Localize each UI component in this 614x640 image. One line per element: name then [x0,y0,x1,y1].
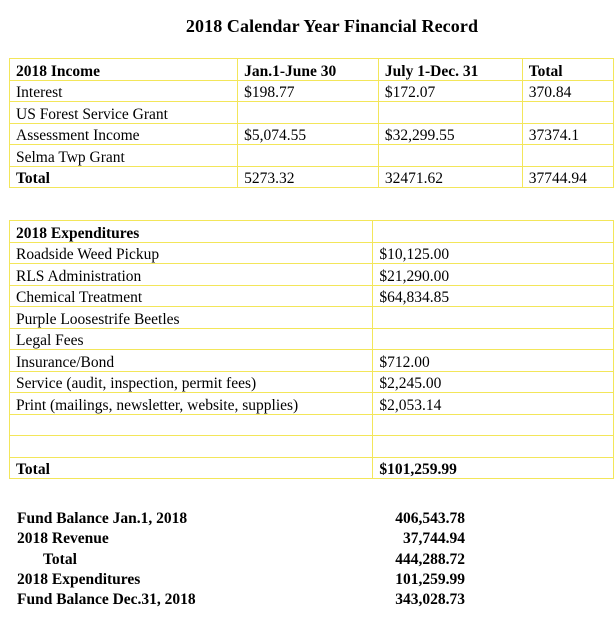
expense-label: Legal Fees [10,328,373,350]
table-row [10,80,614,102]
income-cell [522,102,613,124]
expense-label [10,436,373,458]
income-table [9,58,614,188]
summary-value: 343,028.73 [395,591,465,609]
income-cell [378,102,522,124]
summary-value: 101,259.99 [395,570,465,588]
income-cell: Interest [10,80,238,102]
income-cell: $5,074.55 [238,123,379,145]
income-header-total: Total [522,59,613,81]
income-cell: $32,299.55 [378,123,522,145]
summary-label: Total [43,550,77,568]
table-row [10,371,614,393]
expenditures-header-blank [373,221,614,243]
expense-amount: $2,245.00 [373,371,614,393]
income-cell [238,102,379,124]
expense-amount [373,328,614,350]
income-cell: $172.07 [378,80,522,102]
table-row [10,264,614,286]
income-cell: 37374.1 [522,123,613,145]
summary-value: 37,744.94 [403,530,465,548]
table-row [10,242,614,264]
expense-label: Service (audit, inspection, permit fees) [10,371,373,393]
expense-label: Chemical Treatment [10,285,373,307]
table-row [10,393,614,415]
expenditures-header: 2018 Expenditures [10,221,373,243]
expenditures-total-row [10,457,614,479]
expenditures-table [9,220,614,479]
expense-label: Purple Loosestrife Beetles [10,307,373,329]
expense-amount: $10,125.00 [373,242,614,264]
summary-label: Fund Balance Dec.31, 2018 [17,591,196,609]
expense-amount: $712.00 [373,350,614,372]
income-cell: 370.84 [522,80,613,102]
table-row [10,307,614,329]
expense-amount [373,414,614,436]
table-row [10,123,614,145]
income-total-row [10,166,614,188]
expense-amount: $2,053.14 [373,393,614,415]
expenditures-header-row [10,221,614,243]
table-row [10,285,614,307]
income-header-first-half: Jan.1-June 30 [238,59,379,81]
table-row [10,350,614,372]
table-row [10,436,614,458]
income-cell: Assessment Income [10,123,238,145]
income-total-label: Total [10,166,238,188]
summary-label: Fund Balance Jan.1, 2018 [17,510,188,527]
summary-value: 406,543.78 [395,510,465,527]
income-cell [522,145,613,167]
table-row [10,102,614,124]
expense-amount [373,307,614,329]
expense-amount [373,436,614,458]
table-row [10,414,614,436]
table-row [10,328,614,350]
income-cell: $198.77 [238,80,379,102]
income-total-cell: 5273.32 [238,166,379,188]
expense-label: Insurance/Bond [10,350,373,372]
summary-row [17,590,477,610]
income-cell [238,145,379,167]
page-title: 2018 Calendar Year Financial Record [185,16,479,36]
summary-row [17,509,477,529]
expense-amount: $64,834.85 [373,285,614,307]
income-total-cell: 32471.62 [378,166,522,188]
summary-label: 2018 Expenditures [17,570,141,588]
income-cell: US Forest Service Grant [10,102,238,124]
expense-label: Print (mailings, newsletter, website, supplies) [10,393,373,415]
expense-label: RLS Administration [10,264,373,286]
income-total-cell: 37744.94 [522,166,613,188]
expense-label [10,414,373,436]
expenditures-total-amount: $101,259.99 [373,457,614,479]
income-cell: Selma Twp Grant [10,145,238,167]
summary-row [17,529,477,549]
expense-amount: $21,290.00 [373,264,614,286]
fund-balance-summary [17,509,477,610]
summary-row [17,550,477,570]
income-header-category: 2018 Income [10,59,238,81]
summary-label: 2018 Revenue [17,530,109,548]
income-header-row [10,59,614,81]
table-row [10,145,614,167]
expenditures-total-label: Total [10,457,373,479]
income-header-second-half: July 1-Dec. 31 [378,59,522,81]
expense-label: Roadside Weed Pickup [10,242,373,264]
summary-value: 444,288.72 [395,550,465,568]
summary-row [17,570,477,590]
income-cell [378,145,522,167]
